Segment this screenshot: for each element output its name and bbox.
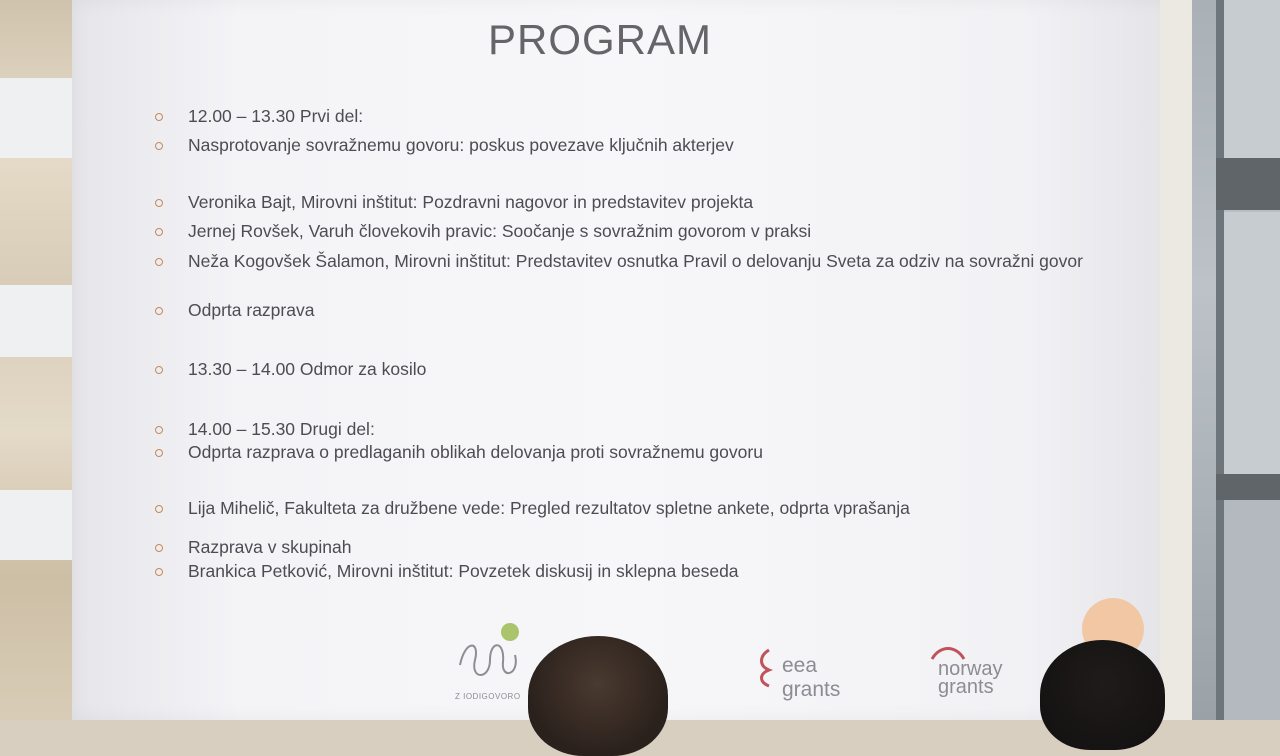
eea-grants-text: grants: [782, 678, 841, 701]
norway-text: norway: [938, 658, 1003, 680]
bullet-icon: [155, 568, 163, 576]
left-logo-text: Z IODIGOVORO: [455, 692, 521, 701]
person-head: [1040, 640, 1165, 750]
bullet-icon: [155, 228, 163, 236]
bullet-icon: [155, 307, 163, 315]
squiggle-logo-icon: [455, 620, 535, 690]
window-frame: [1216, 474, 1280, 500]
bullet-icon: [155, 544, 163, 552]
window-frame: [1216, 0, 1224, 720]
window: [1190, 0, 1280, 720]
eea-text: eea: [782, 654, 818, 677]
person-head: [528, 636, 668, 756]
bullet-icon: [155, 199, 163, 207]
slide-title: PROGRAM: [487, 16, 712, 63]
screen-edge: [1160, 0, 1192, 720]
bullet-icon: [155, 258, 163, 266]
bullet-icon: [155, 505, 163, 513]
window-frame: [1216, 158, 1280, 210]
eea-logo-icon: [757, 648, 777, 688]
window-pane: [1224, 212, 1280, 474]
window-pane: [1224, 500, 1280, 720]
bullet-icon: [155, 113, 163, 121]
bullet-icon: [155, 426, 163, 434]
bullet-icon: [155, 449, 163, 457]
window-pane: [1224, 0, 1280, 158]
bullet-icon: [155, 366, 163, 374]
bullet-icon: [155, 142, 163, 150]
norway-grants-text: grants: [938, 676, 994, 698]
